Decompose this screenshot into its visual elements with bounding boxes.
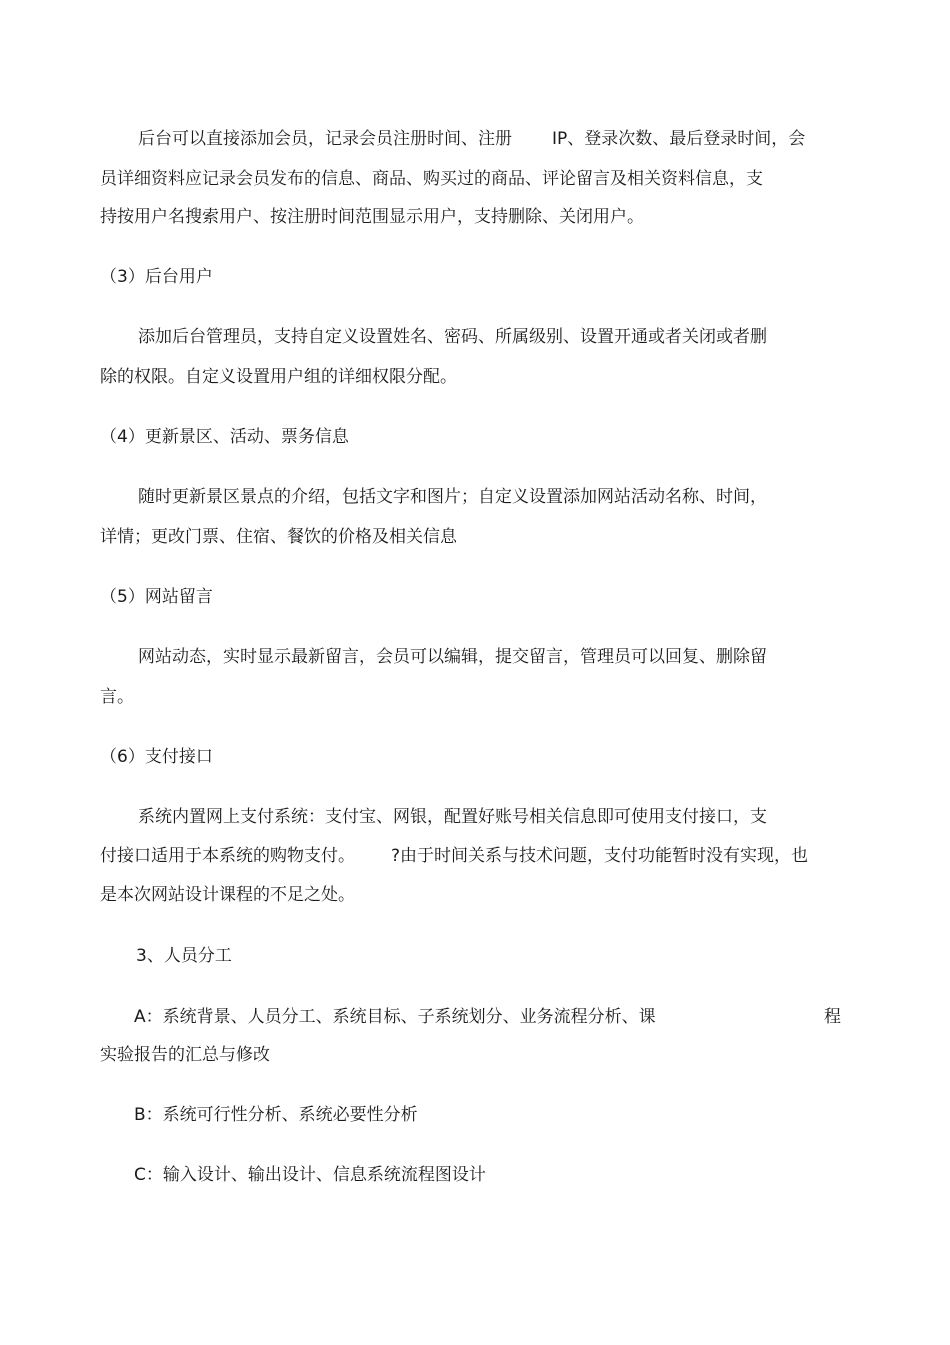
- paragraph-line: 网站动态，实时显示最新留言，会员可以编辑，提交留言，管理员可以回复、删除留: [138, 647, 767, 667]
- section-heading: （3）后台用户: [100, 267, 213, 287]
- paragraph-line: 除的权限。自定义设置用户组的详细权限分配。: [100, 367, 457, 387]
- paragraph-line: 系统内置网上支付系统：支付宝、网银，配置好账号相关信息即可使用支付接口，支: [138, 807, 767, 827]
- paragraph-line: 是本次网站设计课程的不足之处。: [100, 885, 355, 905]
- staff-item-b: B：系统可行性分析、系统必要性分析: [134, 1105, 418, 1125]
- paragraph-line: 持按用户名搜索用户、按注册时间范围显示用户，支持删除、关闭用户。: [100, 207, 644, 227]
- paragraph-line: 添加后台管理员，支持自定义设置姓名、密码、所属级别、设置开通或者关闭或者删: [138, 327, 767, 347]
- paragraph-line: [138, 128, 805, 150]
- section-heading: （5）网站留言: [100, 587, 213, 607]
- paragraph-line: 员详细资料应记录会员发布的信息、商品、购买过的商品、评论留言及相关资料信息，支: [100, 169, 763, 189]
- paragraph-line: 随时更新景区景点的介绍，包括文字和图片；自定义设置添加网站活动名称、时间，: [138, 487, 767, 507]
- paragraph-line: 详情；更改门票、住宿、餐饮的价格及相关信息: [100, 527, 457, 547]
- text-segment: 付接口适用于本系统的购物支付。: [100, 846, 355, 866]
- paragraph-line: [100, 845, 808, 867]
- staff-item-a: A：系统背景、人员分工、系统目标、子系统划分、业务流程分析、课: [134, 1007, 656, 1027]
- section-heading: （6）支付接口: [100, 747, 213, 767]
- staff-item-c: C：输入设计、输出设计、信息系统流程图设计: [134, 1165, 486, 1185]
- text-segment: 后台可以直接添加会员，记录会员注册时间、注册: [138, 129, 512, 149]
- text-segment: IP、登录次数、最后登录时间，会: [552, 129, 806, 149]
- paragraph-line: 言。: [100, 687, 134, 707]
- section-heading: 3、人员分工: [136, 946, 232, 966]
- text-segment: ?由于时间关系与技术问题，支付功能暂时没有实现，也: [391, 846, 809, 866]
- staff-item-a-cont: 实验报告的汇总与修改: [100, 1045, 270, 1065]
- section-heading: （4）更新景区、活动、票务信息: [100, 427, 349, 447]
- staff-item-a-tail: 程: [824, 1007, 841, 1027]
